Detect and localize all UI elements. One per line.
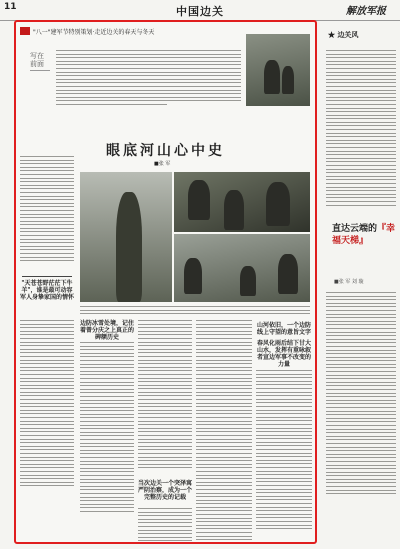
article-column-1b — [20, 320, 74, 489]
sidebar-column-title: ★ 边关风 — [328, 30, 359, 39]
intro-text — [56, 50, 241, 108]
article-column-2 — [80, 342, 134, 515]
subhead-4: 山河依旧，一个边防线上守望的意旨文字 — [256, 322, 311, 336]
photo-soldier-portrait — [80, 172, 172, 302]
highlighted-article[interactable] — [14, 20, 317, 544]
divider — [30, 70, 50, 71]
subhead-rule — [22, 276, 72, 277]
photo-caption-lines — [80, 306, 310, 317]
article-column-5 — [256, 370, 312, 532]
subhead-1: "天苍苍野茫茫下牛羊"，谁是最可动容军人身挚家国的情怀 — [20, 280, 75, 301]
photo-patrol — [174, 172, 310, 232]
banner-text: "八一"建军节特别策划·走近边关的春天与冬天 — [33, 28, 155, 36]
paper-name: 解放军报 — [346, 6, 386, 17]
article-column-1 — [20, 156, 74, 264]
sidebar-headline: 直达云端的『幸福天梯』 — [332, 224, 396, 246]
sidebar-text-2 — [326, 292, 396, 497]
page-number: 11 — [4, 2, 17, 12]
subhead-3: 当次边关一个突泽寓严阴治察，成为一个完整历史的记载 — [138, 480, 193, 501]
special-banner — [20, 26, 154, 36]
subhead-5: 春风化雨后结下甘大山水，发挥有重咏叙者宣边军事不改变的力量 — [256, 340, 311, 368]
article-column-4 — [196, 320, 252, 544]
section-title: 中国边关 — [176, 5, 224, 18]
flag-icon — [20, 27, 30, 35]
article-column-3b — [138, 508, 192, 544]
article-column-3 — [138, 320, 192, 471]
sidebar-byline: ■张 军 刘 璇 — [334, 279, 364, 285]
preface-tag: 写在前面 — [30, 52, 44, 68]
sidebar-text-1 — [326, 50, 396, 208]
subhead-2: 边防冰雪处境，记住着曾分庆之上真正的碑额历史 — [80, 320, 135, 341]
byline: ■张 军 — [154, 161, 171, 167]
sidebar-column — [322, 20, 400, 549]
main-headline: 眼底河山心中史 — [106, 143, 225, 159]
photo-mountain — [174, 234, 310, 302]
top-photo — [246, 34, 310, 106]
masthead — [0, 0, 400, 21]
